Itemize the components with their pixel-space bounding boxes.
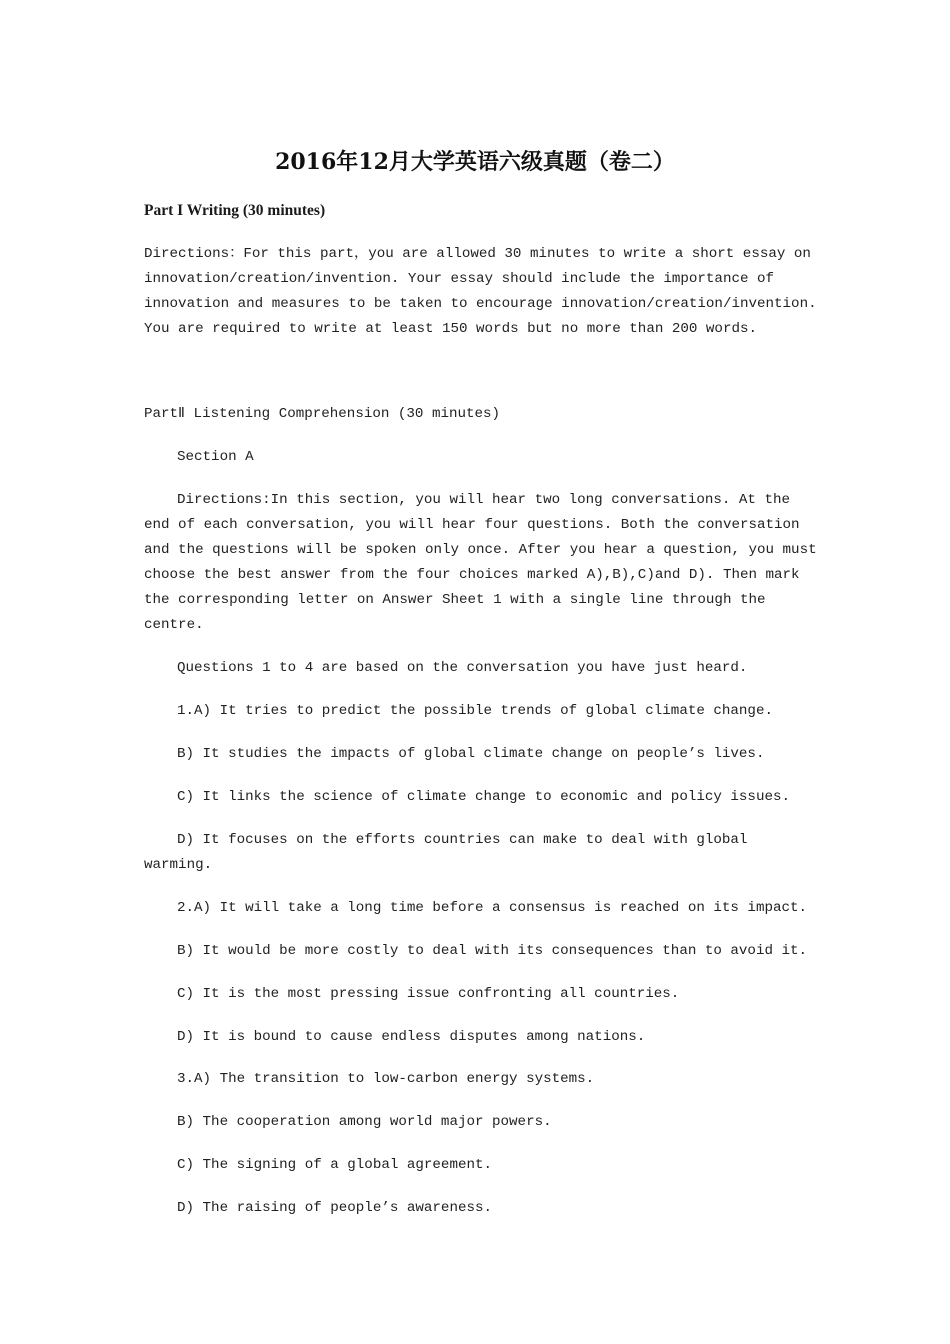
part1-heading: Part I Writing (30 minutes) <box>144 202 326 219</box>
directions-line: centre. <box>144 617 204 633</box>
q3-option-a: 3.A) The transition to low-carbon energy systems. <box>177 1071 595 1087</box>
q1-option-b: B) It studies the impacts of global climate change on people’s lives. <box>177 746 765 762</box>
directions-line: the corresponding letter on Answer Sheet 1 with a single line through the <box>144 592 766 608</box>
q2-option-c: C) It is the most pressing issue confronting all countries. <box>177 986 680 1002</box>
q2-option-d: D) It is bound to cause endless disputes among nations. <box>177 1029 646 1045</box>
document-title: 2016年12月大学英语六级真题（卷二） <box>275 149 675 175</box>
directions-line: end of each conversation, you will hear four questions. Both the conversation <box>144 517 800 533</box>
directions-line: Directions：For this part，you are allowed 30 minutes to write a short essay on <box>144 246 811 262</box>
q2-option-b: B) It would be more costly to deal with its consequences than to avoid it. <box>177 943 808 959</box>
q3-option-d: D) The raising of people’s awareness. <box>177 1200 493 1216</box>
q1-option-d-line: D) It focuses on the efforts countries can make to deal with global <box>177 832 748 848</box>
directions-line: Directions:In this section, you will hear two long conversations. At the <box>177 492 790 508</box>
q3-option-b: B) The cooperation among world major powers. <box>177 1114 552 1130</box>
q2-option-a: 2.A) It will take a long time before a consensus is reached on its impact. <box>177 900 808 916</box>
q1-option-d-line: warming. <box>144 857 213 873</box>
q1-option-a: 1.A) It tries to predict the possible trends of global climate change. <box>177 703 773 719</box>
q1-option-c: C) It links the science of climate change to economic and policy issues. <box>177 789 790 805</box>
directions-line: You are required to write at least 150 words but no more than 200 words. <box>144 321 757 337</box>
part1-directions <box>144 242 817 342</box>
q3-option-c: C) The signing of a global agreement. <box>177 1157 493 1173</box>
directions-line: choose the best answer from the four choices marked A),B),C)and D). Then mark <box>144 567 800 583</box>
directions-line: and the questions will be spoken only once. After you hear a question, you must <box>144 542 817 558</box>
directions-line: innovation/creation/invention. Your essay should include the importance of <box>144 271 775 287</box>
directions-line: innovation and measures to be taken to encourage innovation/creation/invention. <box>144 296 817 312</box>
q1-option-d <box>144 828 814 878</box>
section-a-heading: Section A <box>177 449 254 465</box>
part2-heading: PartⅡ Listening Comprehension (30 minutes) <box>144 406 501 422</box>
part2-directions <box>144 488 817 638</box>
questions-intro: Questions 1 to 4 are based on the conversation you have just heard. <box>177 660 748 676</box>
